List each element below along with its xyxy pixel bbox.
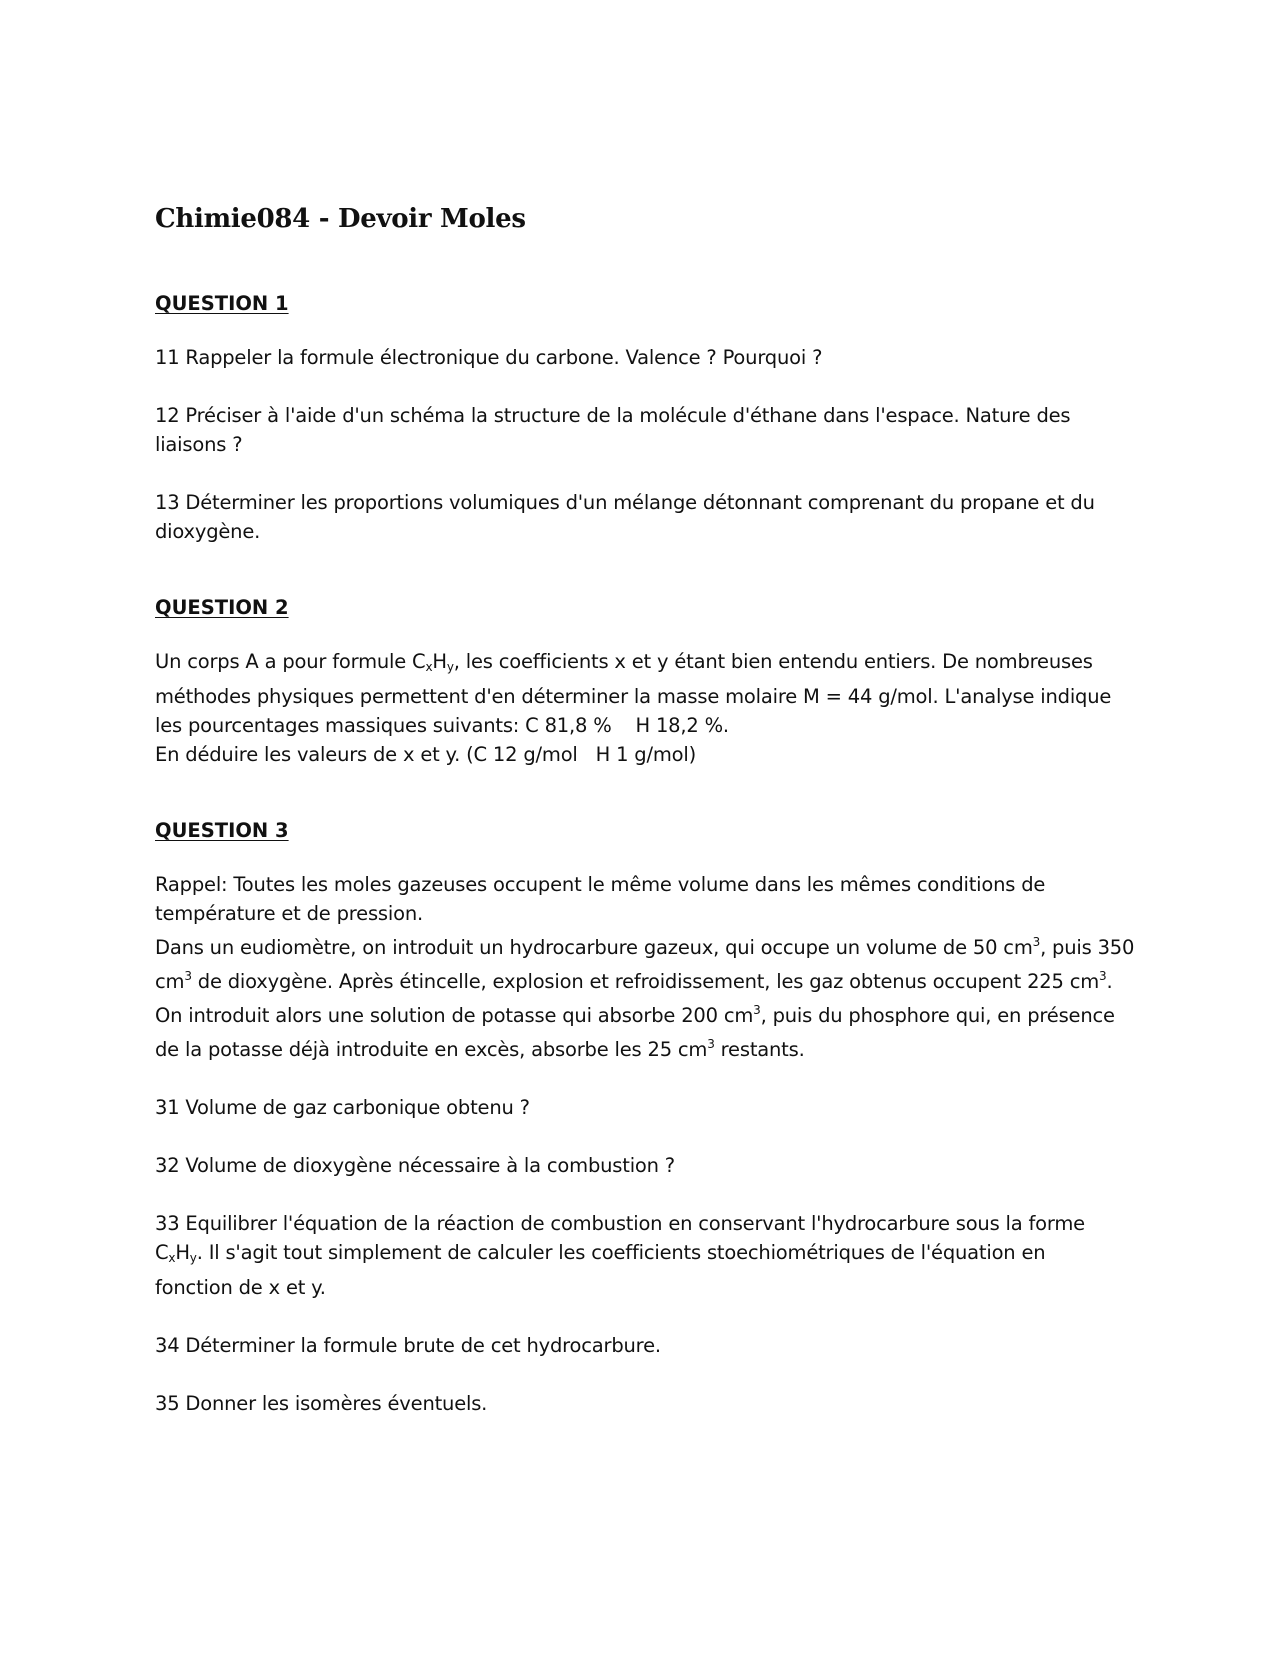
question-2-line-1 (155, 647, 1135, 682)
cube-exponent: 3 (1099, 969, 1107, 983)
question-2-line-2: méthodes physiques permettent d'en déterminer la masse molaire M = 44 g/mol. L'analyse indique (155, 685, 1112, 708)
cube-exponent: 3 (707, 1037, 715, 1051)
question-11: 11 Rappeler la formule électronique du carbone. Valence ? Pourquoi ? (155, 346, 823, 369)
cube-exponent: 3 (1032, 935, 1041, 949)
question-2-line-4: En déduire les valeurs de x et y. (C 12 g/mol H 1 g/mol) (155, 743, 696, 766)
exp-l4-end: restants. (714, 1038, 805, 1061)
q33-line2-rest: . Il s'agit tout simplement de calculer les coefficients stoechiométriques de l'équation en (196, 1241, 1046, 1264)
q33-sub-y: y (189, 1251, 197, 1265)
experiment-line-2 (155, 962, 1135, 996)
q2-sub-y: y (446, 660, 454, 674)
question-34: 34 Déterminer la formule brute de cet hydrocarbure. (155, 1334, 661, 1357)
question-32: 32 Volume de dioxygène nécessaire à la combustion ? (155, 1154, 675, 1177)
exp-l4-text: de la potasse déjà introduite en excès, absorbe les 25 cm (155, 1038, 708, 1061)
question-2-heading: QUESTION 2 (155, 596, 289, 619)
experiment-line-3 (155, 996, 1135, 1030)
question-3-section (155, 819, 1135, 1418)
question-12 (155, 401, 1135, 459)
question-2-text (155, 647, 1135, 769)
question-31: 31 Volume de gaz carbonique obtenu ? (155, 1096, 530, 1119)
rappel-line-1: Rappel: Toutes les moles gazeuses occupent le même volume dans les mêmes conditions de (155, 873, 1046, 896)
exp-l3-text: On introduit alors une solution de potasse qui absorbe 200 cm (155, 1004, 754, 1027)
q33-sub-x: x (168, 1251, 176, 1265)
question-33-line-3: fonction de x et y. (155, 1276, 326, 1299)
question-13-line-1: 13 Déterminer les proportions volumiques d'un mélange détonnant comprenant du propane et du (155, 491, 1095, 514)
experiment-line-4 (155, 1030, 1135, 1064)
question-1-section (155, 292, 1135, 546)
experiment-line-1 (155, 928, 1135, 962)
q2-sub-x: x (425, 660, 433, 674)
q2-formula-h: H (432, 650, 447, 673)
question-2-line-3: les pourcentages massiques suivants: C 81,8 % H 18,2 %. (155, 714, 729, 737)
q2-line1-end: , les coefficients x et y étant bien entendu entiers. De nombreuses (453, 650, 1093, 673)
question-33-line-2 (155, 1238, 1135, 1273)
exp-l2-text: de dioxygène. Après étincelle, explosion et refroidissement, les gaz obtenus occupent 225 cm (191, 970, 1100, 993)
question-1-heading: QUESTION 1 (155, 292, 289, 315)
q2-line1-start: Un corps A a pour formule C (155, 650, 426, 673)
question-33-line-1: 33 Equilibrer l'équation de la réaction de combustion en conservant l'hydrocarbure sous la forme (155, 1212, 1085, 1235)
question-3-heading: QUESTION 3 (155, 819, 289, 842)
q33-formula-c: C (155, 1241, 169, 1264)
exp-l1-end: , puis 350 (1040, 936, 1135, 959)
question-12-line-2: liaisons ? (155, 433, 243, 456)
question-12-line-1: 12 Préciser à l'aide d'un schéma la structure de la molécule d'éthane dans l'espace. Nature des (155, 404, 1071, 427)
document-content (155, 204, 1135, 1447)
exp-l2-end: . (1106, 970, 1113, 993)
cube-exponent: 3 (753, 1003, 761, 1017)
question-13-line-2: dioxygène. (155, 520, 261, 543)
exp-l2-unit: cm (155, 970, 185, 993)
cube-exponent: 3 (184, 969, 192, 983)
document-title: Chimie084 - Devoir Moles (155, 204, 526, 234)
question-33 (155, 1209, 1135, 1302)
question-3-statement (155, 870, 1135, 1064)
question-13 (155, 488, 1135, 546)
q33-formula-h: H (175, 1241, 190, 1264)
question-35: 35 Donner les isomères éventuels. (155, 1392, 488, 1415)
exp-l1-text: Dans un eudiomètre, on introduit un hydrocarbure gazeux, qui occupe un volume de 50 cm (155, 936, 1033, 959)
question-2-section (155, 596, 1135, 769)
rappel-line-2: température et de pression. (155, 902, 423, 925)
exp-l3-end: , puis du phosphore qui, en présence (760, 1004, 1115, 1027)
